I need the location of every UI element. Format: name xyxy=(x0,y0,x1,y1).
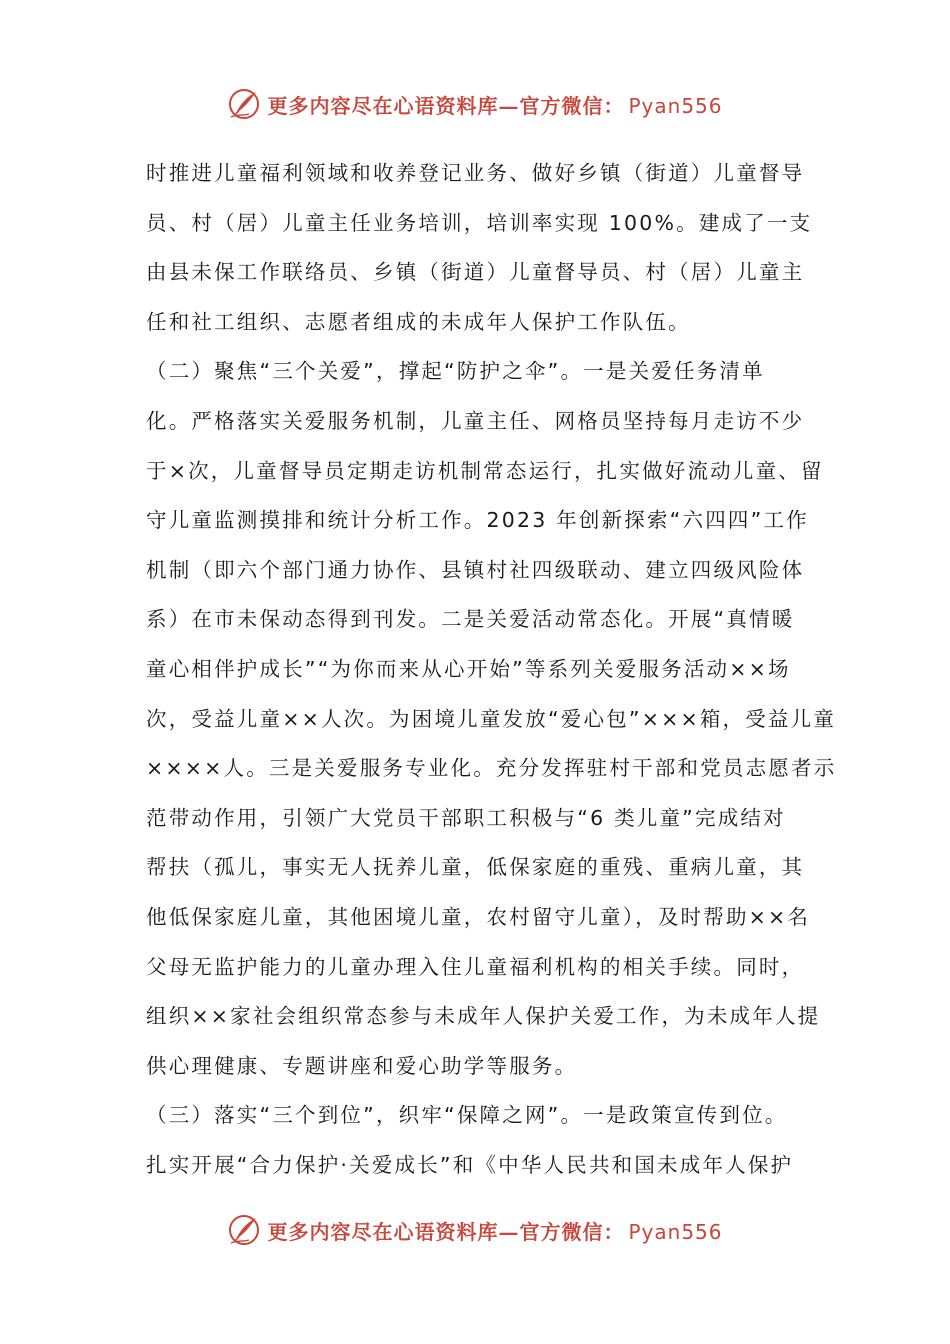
text-line: 任和社工组织、志愿者组成的未成年人保护工作队伍。 xyxy=(146,309,691,334)
text-line: 守儿童监测摸排和统计分析工作。2023 年创新探索“六四四”工作 xyxy=(146,508,809,533)
footer-site-text: 更多内容尽在心语资料库—官方微信： xyxy=(267,1219,625,1244)
header-handle: Pyan556 xyxy=(628,93,723,118)
header-site-text: 更多内容尽在心语资料库—官方微信： xyxy=(267,93,625,118)
text-line: 系）在市未保动态得到刊发。二是关爱活动常态化。开展“真情暖 xyxy=(146,607,795,632)
text-line: ××××人。三是关爱服务专业化。充分发挥驻村干部和党员志愿者示 xyxy=(146,756,837,781)
text-line: 供心理健康、专题讲座和爱心助学等服务。 xyxy=(146,1053,578,1078)
text-line: （三）落实“三个到位”，织牢“保障之网”。一是政策宣传到位。 xyxy=(146,1103,788,1128)
text-line: 次，受益儿童××人次。为困境儿童发放“爱心包”×××箱，受益儿童 xyxy=(146,706,837,731)
text-line: 员、村（居）儿童主任业务培训，培训率实现 100%。建成了一支 xyxy=(146,210,813,235)
document-body xyxy=(146,149,837,1190)
header-banner xyxy=(0,86,950,122)
text-line: 童心相伴护成长”“为你而来从心开始”等系列关爱服务活动××场 xyxy=(146,656,791,681)
footer-banner-text xyxy=(267,1216,722,1245)
text-line: 于×次，儿童督导员定期走访机制常态运行，扎实做好流动儿童、留 xyxy=(146,458,824,483)
text-line: 帮扶（孤儿，事实无人抚养儿童，低保家庭的重残、重病儿童，其 xyxy=(146,855,805,880)
text-line: 时推进儿童福利领域和收养登记业务、做好乡镇（街道）儿童督导 xyxy=(146,161,805,185)
text-line: 扎实开展“合力保护·关爱成长”和《中华人民共和国未成年人保护 xyxy=(146,1152,794,1177)
body-paragraph xyxy=(146,149,837,1190)
text-line: 化。严格落实关爱服务机制，儿童主任、网格员坚持每月走访不少 xyxy=(146,408,805,433)
footer-handle: Pyan556 xyxy=(628,1219,723,1244)
text-line: 由县未保工作联络员、乡镇（街道）儿童督导员、村（居）儿童主 xyxy=(146,260,805,285)
text-line: （二）聚焦“三个关爱”，撑起“防护之伞”。一是关爱任务清单 xyxy=(146,359,765,384)
quill-logo-icon xyxy=(227,1213,261,1247)
text-line: 机制（即六个部门通力协作、县镇村社四级联动、建立四级风险体 xyxy=(146,557,805,582)
text-line: 范带动作用，引领广大党员干部职工积极与“6 类儿童”完成结对 xyxy=(146,805,786,830)
header-banner-text xyxy=(267,90,722,119)
quill-logo-icon xyxy=(227,87,261,121)
footer-banner xyxy=(0,1212,950,1248)
text-line: 组织××家社会组织常态参与未成年人保护关爱工作，为未成年人提 xyxy=(146,1004,821,1029)
text-line: 他低保家庭儿童，其他困境儿童，农村留守儿童），及时帮助××名 xyxy=(146,904,811,929)
text-line: 父母无监护能力的儿童办理入住儿童福利机构的相关手续。同时， xyxy=(146,954,805,979)
